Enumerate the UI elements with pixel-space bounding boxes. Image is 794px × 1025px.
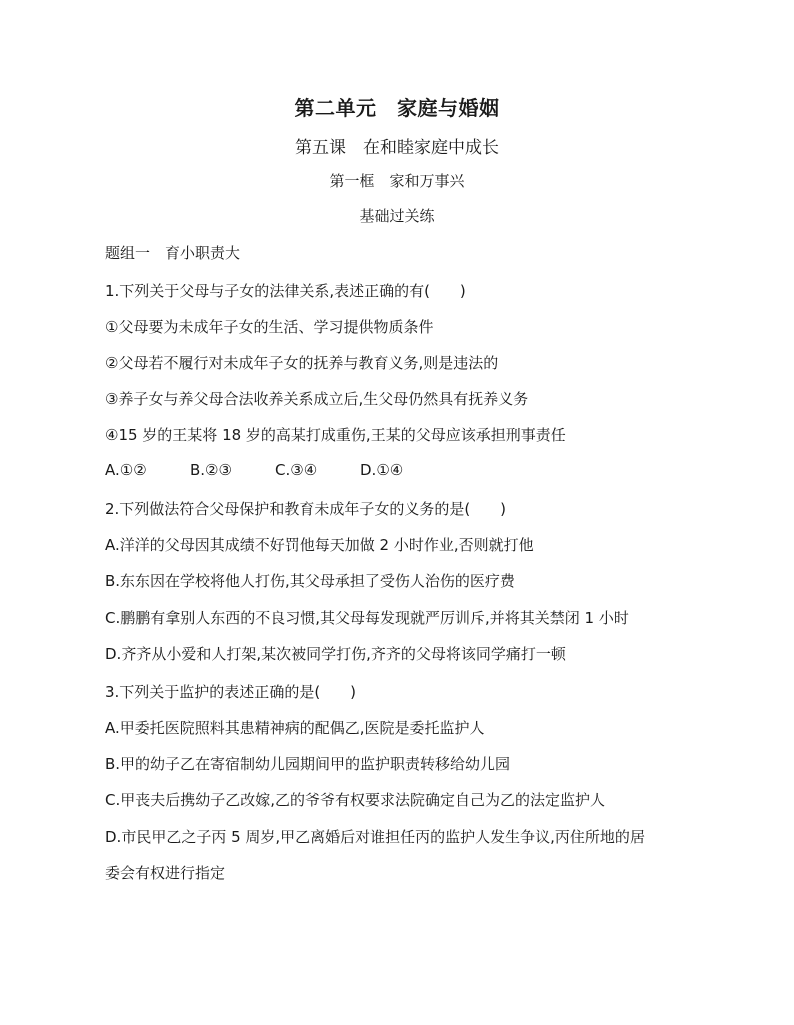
question-3-option-continued: 委会有权进行指定: [105, 864, 226, 882]
question-2-option: D.齐齐从小爱和人打架,某次被同学打伤,齐齐的父母将该同学痛打一顿: [105, 645, 566, 663]
question-2-option: C.鹏鹏有拿别人东西的不良习惯,其父母每发现就严厉训斥,并将其关禁闭 1 小时: [105, 609, 629, 627]
option-d: D.①④: [360, 461, 404, 479]
section-title: 第一框 家和万事兴: [329, 172, 465, 190]
question-1-item: ①父母要为未成年子女的生活、学习提供物质条件: [105, 318, 434, 336]
option-a: A.①②: [105, 461, 147, 479]
unit-title: 第二单元 家庭与婚姻: [294, 96, 500, 120]
practice-title: 基础过关练: [359, 207, 435, 225]
group-title: 题组一 育小职责大: [105, 244, 241, 262]
question-1-item: ③养子女与养父母合法收养关系成立后,生父母仍然具有抚养义务: [105, 390, 529, 408]
question-1-options: [105, 461, 445, 479]
question-3-option: B.甲的幼子乙在寄宿制幼儿园期间甲的监护职责转移给幼儿园: [105, 755, 511, 773]
question-1-item: ④15 岁的王某将 18 岁的高某打成重伤,王某的父母应该承担刑事责任: [105, 426, 566, 444]
option-b: B.②③: [190, 461, 232, 479]
question-2-option: A.洋洋的父母因其成绩不好罚他每天加做 2 小时作业,否则就打他: [105, 536, 534, 554]
question-2-option: B.东东因在学校将他人打伤,其父母承担了受伤人治伤的医疗费: [105, 572, 515, 590]
question-3-option: C.甲丧夫后携幼子乙改嫁,乙的爷爷有权要求法院确定自己为乙的法定监护人: [105, 791, 606, 809]
question-1-item: ②父母若不履行对未成年子女的抚养与教育义务,则是违法的: [105, 354, 499, 372]
question-3-option: A.甲委托医院照料其患精神病的配偶乙,医院是委托监护人: [105, 719, 485, 737]
option-c: C.③④: [275, 461, 318, 479]
question-3-option: D.市民甲乙之子丙 5 周岁,甲乙离婚后对谁担任丙的监护人发生争议,丙住所地的居: [105, 828, 645, 846]
question-2-stem: 2.下列做法符合父母保护和教育未成年子女的义务的是( ): [105, 500, 507, 518]
question-1-stem: 1.下列关于父母与子女的法律关系,表述正确的有( ): [105, 282, 466, 300]
question-3-stem: 3.下列关于监护的表述正确的是( ): [105, 683, 357, 701]
lesson-title: 第五课 在和睦家庭中成长: [295, 138, 499, 158]
